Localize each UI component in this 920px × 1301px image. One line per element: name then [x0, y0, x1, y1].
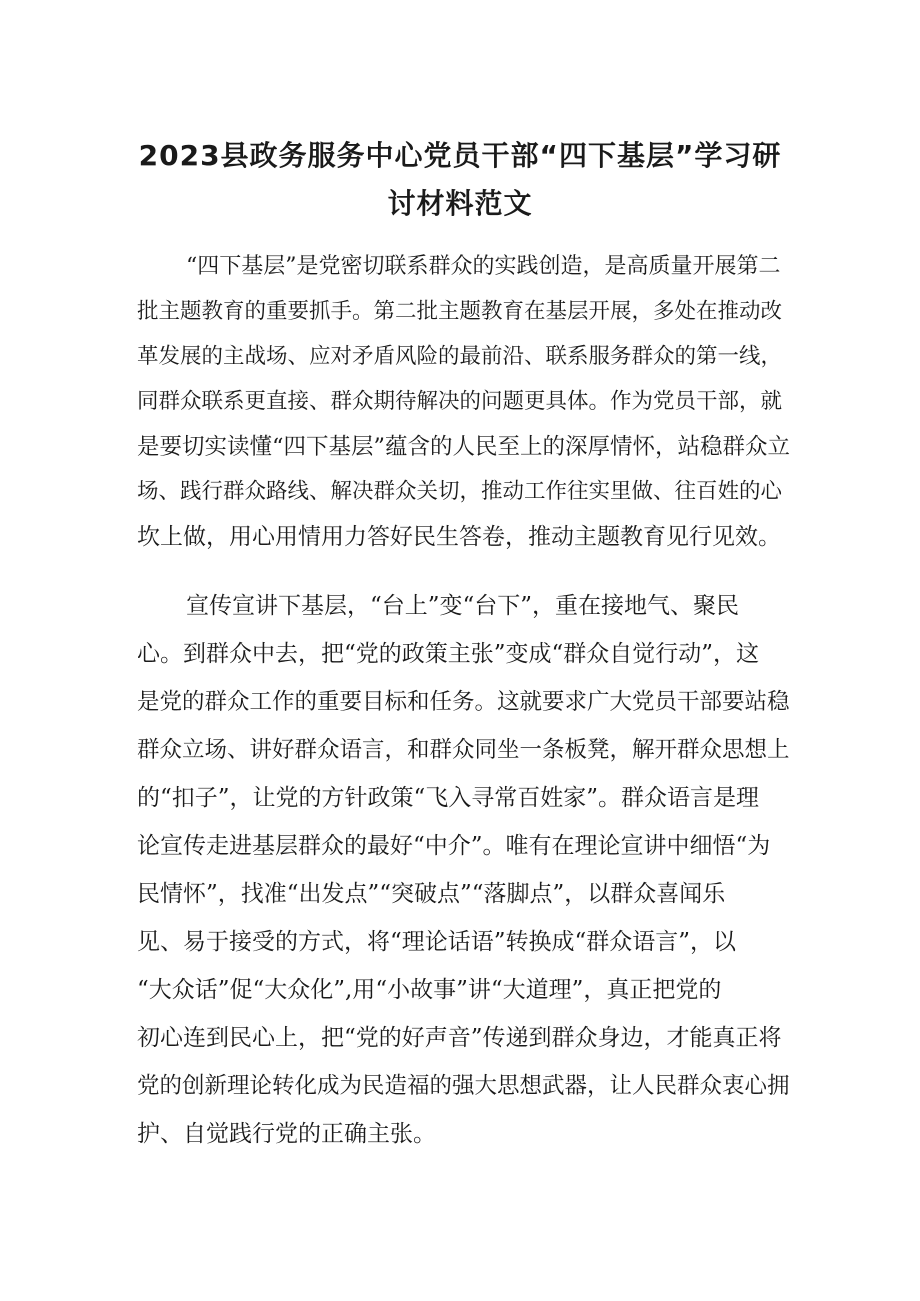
paragraph-line: 群众立场、讲好群众语言，和群众同坐一条板凳，解开群众思想上 — [137, 737, 790, 763]
paragraph-line: 革发展的主战场、应对矛盾风险的最前沿、联系服务群众的第一线， — [137, 344, 783, 369]
paragraph-line: “四下基层”是党密切联系群众的实践创造，是高质量开展第二 — [186, 254, 781, 279]
paragraph-line: 同群众联系更直接、群众期待解决的问题更具体。作为党员干部，就 — [137, 389, 783, 414]
paragraph-line: 初心连到民心上，把“党的好声音”传递到群众身边，才能真正将 — [137, 1025, 782, 1051]
paragraph-line: 坎上做，用心用情用力答好民生答卷，推动主题教育见行见效。 — [137, 524, 781, 550]
paragraph-line: 批主题教育的重要抓手。第二批主题教育在基层开展，多处在推动改 — [137, 299, 783, 324]
paragraph-line: 党的创新理论转化成为民造福的强大思想武器，让人民群众衷心拥 — [137, 1073, 790, 1099]
paragraph-line: 民情怀”，找准“出发点”“突破点”“落脚点”，以群众喜闻乐 — [137, 881, 726, 907]
paragraph-line: 论宣传走进基层群众的最好“中介”。唯有在理论宣讲中细悟“为 — [137, 833, 771, 859]
paragraph-line: 场、践行群众路线、解决群众关切，推动工作往实里做、往百姓的心 — [137, 479, 783, 504]
paragraph-line: “大众话”促“大众化”,用“小故事”讲“大道理”，真正把党的 — [137, 977, 722, 1003]
paragraph-line: 见、易于接受的方式，将“理论话语”转换成“群众语言”，以 — [137, 929, 737, 955]
paragraph-line: 心。到群众中去，把“党的政策主张”变成“群众自觉行动”，这 — [137, 641, 760, 667]
document-title-line-1: 2023县政务服务中心党员干部“四下基层”学习研 — [138, 139, 782, 172]
document-title-line-2: 讨材料范文 — [387, 187, 533, 220]
paragraph-line: 是要切实读懂“四下基层”蕴含的人民至上的深厚情怀，站稳群众立 — [137, 434, 791, 460]
paragraph-line: 护、自觉践行党的正确主张。 — [137, 1121, 436, 1147]
paragraph-line: 的“扣子”，让党的方针政策“飞入寻常百姓家”。群众语言是理 — [137, 785, 760, 811]
paragraph-line: 是党的群众工作的重要目标和任务。这就要求广大党员干部要站稳 — [137, 689, 790, 715]
paragraph-line: 宣传宣讲下基层，“台上”变“台下”，重在接地气、聚民 — [186, 593, 740, 619]
